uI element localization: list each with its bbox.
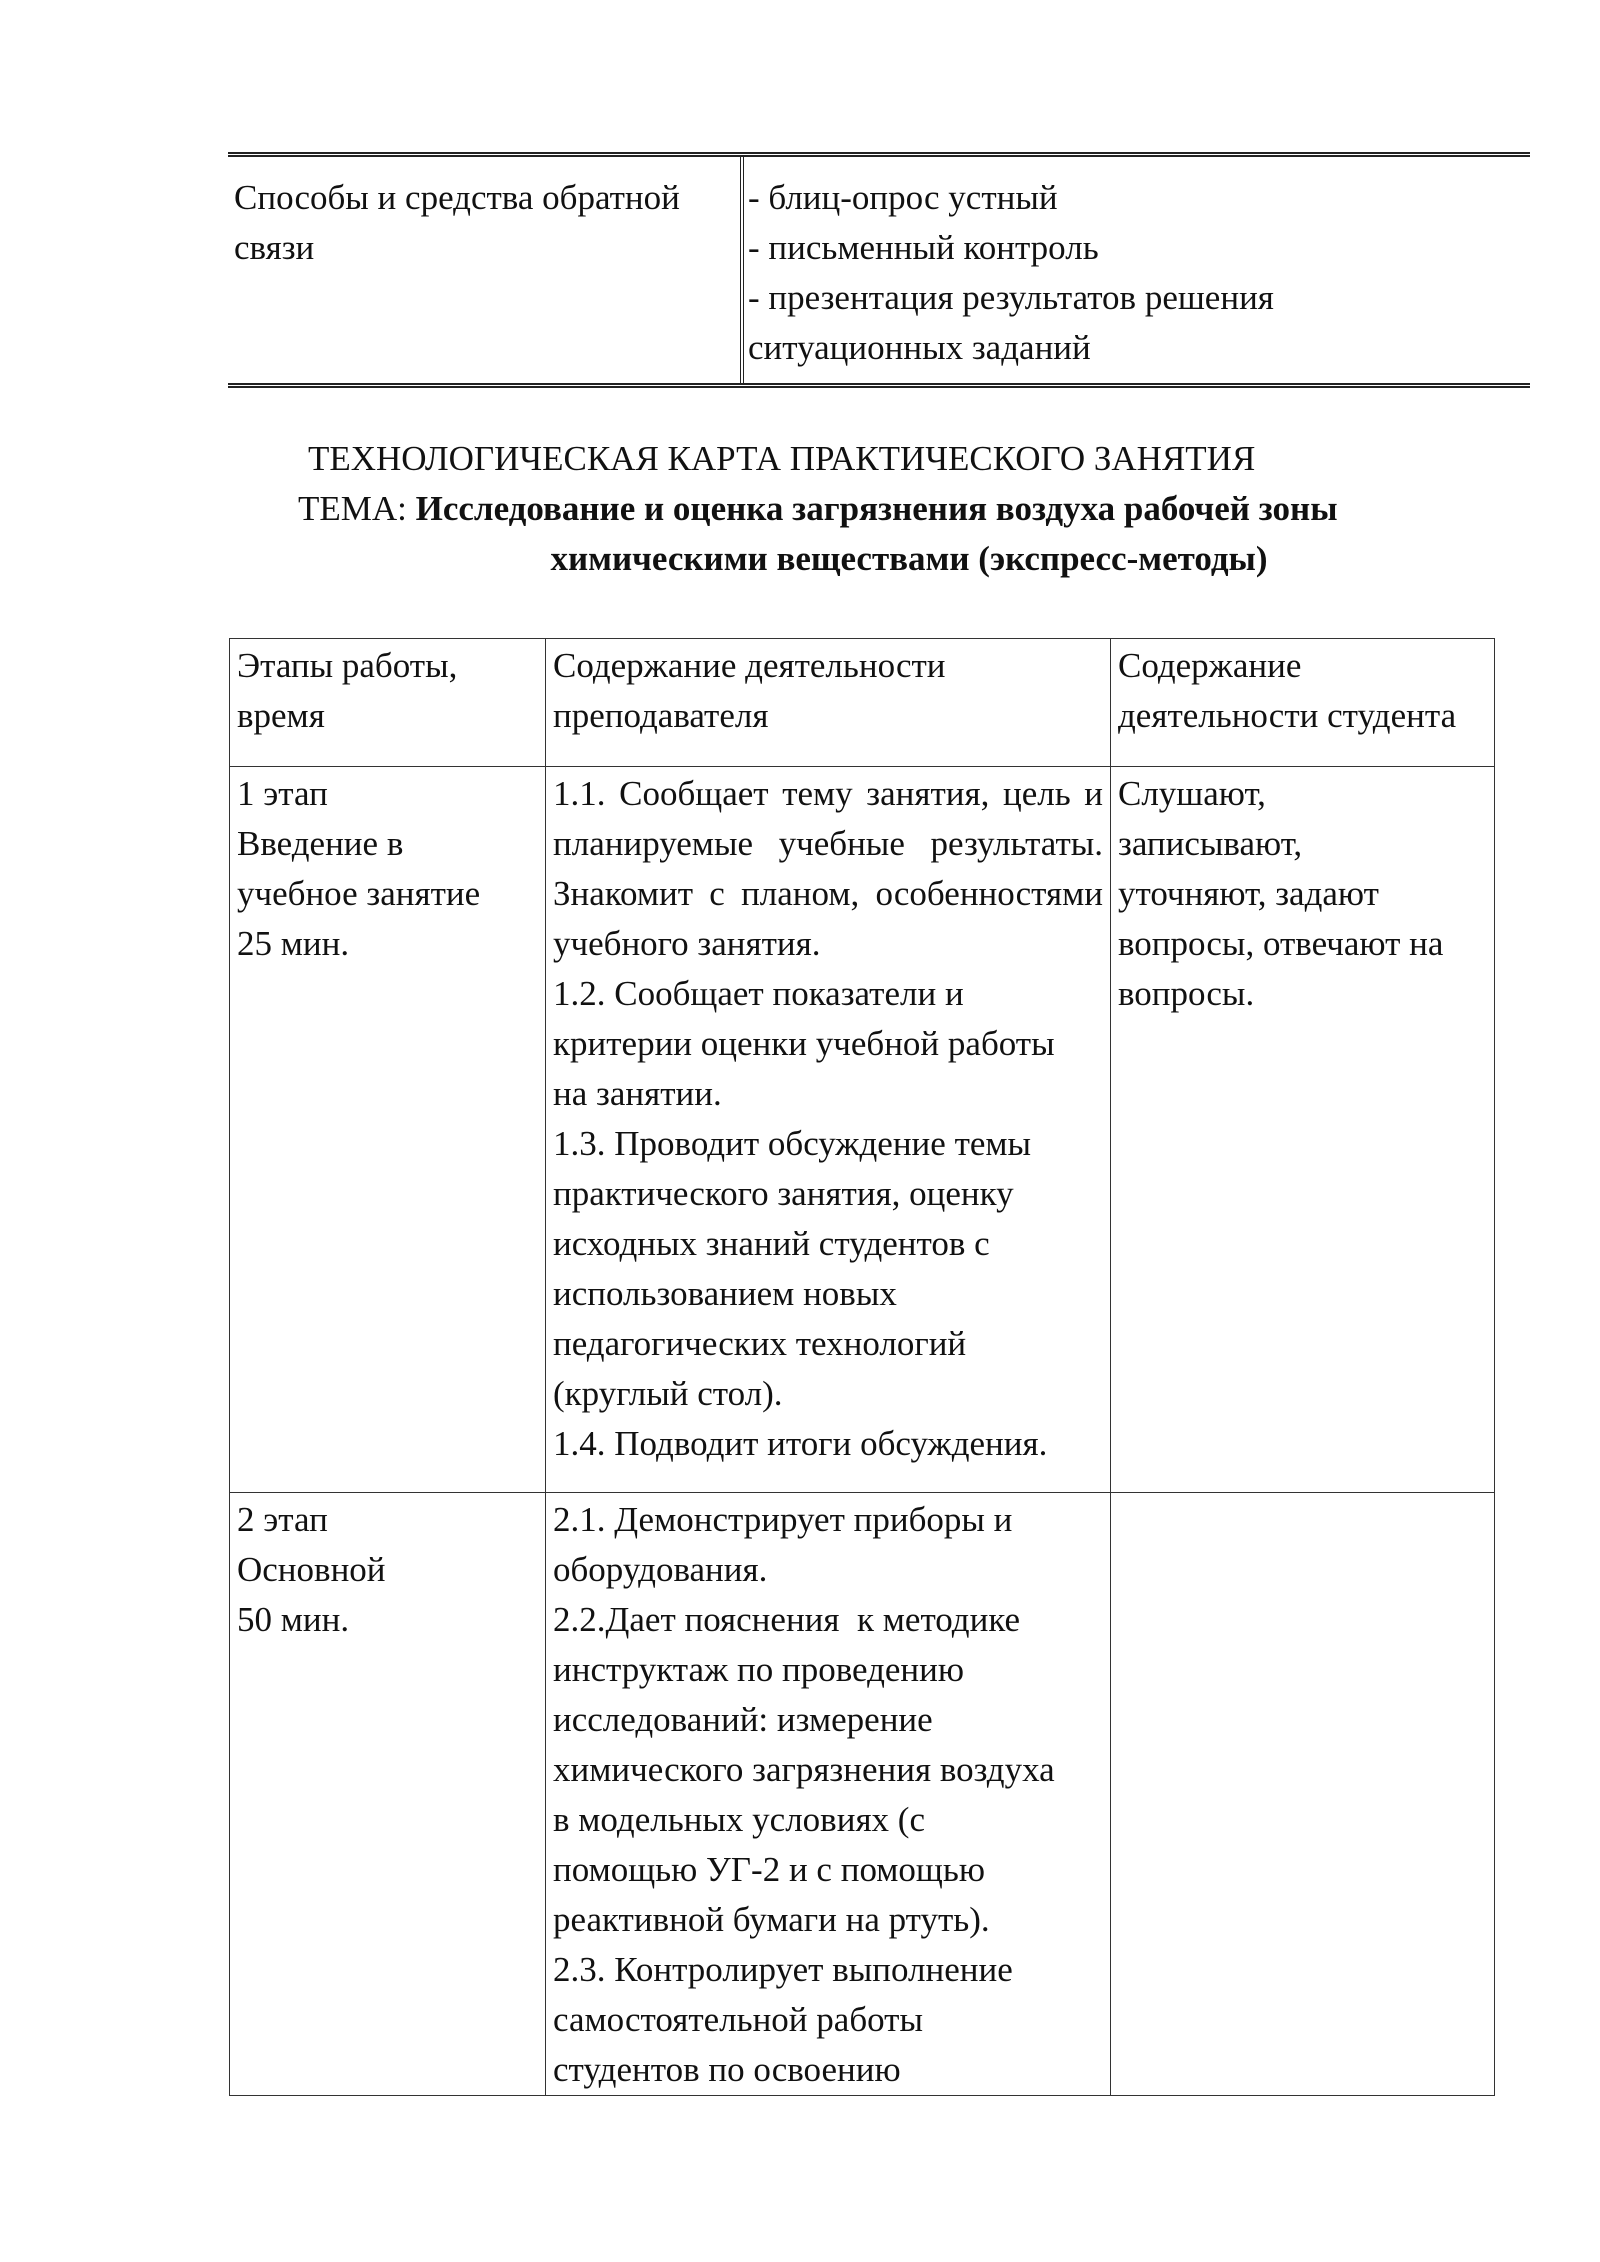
stage-text: 2 этап — [237, 1500, 328, 1539]
table-row — [230, 1493, 1495, 2096]
feedback-item: - блиц-опрос устный — [748, 178, 1058, 217]
stage-text: Введение в — [237, 824, 404, 863]
header-text: деятельности студента — [1118, 696, 1457, 735]
teacher-text: реактивной бумаги на ртуть). — [553, 1900, 990, 1939]
student-text: записывают, — [1118, 824, 1303, 863]
teacher-text: студентов по освоению — [553, 2050, 901, 2089]
teacher-activity-cell — [546, 767, 1111, 1493]
teacher-text: инструктаж по проведению — [553, 1650, 965, 1689]
stage-text: Основной — [237, 1550, 386, 1589]
header-text: время — [237, 696, 325, 735]
header-cell-student — [1111, 639, 1495, 767]
feedback-item: - презентация результатов решения — [748, 278, 1274, 317]
header-cell-stages — [230, 639, 546, 767]
stage-cell — [230, 1493, 546, 2096]
student-text: уточняют, задают — [1118, 874, 1379, 913]
document-heading — [228, 434, 1530, 584]
tema-text: Исследование и оценка загрязнения воздуха рабочей зоны — [415, 489, 1338, 528]
header-text: Этапы работы, — [237, 646, 458, 685]
teacher-text: критерии оценки учебной работы — [553, 1024, 1055, 1063]
teacher-text: педагогических технологий — [553, 1324, 967, 1363]
tema-label: ТЕМА: — [298, 489, 416, 528]
tema-line — [228, 484, 1530, 534]
stage-cell — [230, 767, 546, 1493]
teacher-text: химического загрязнения воздуха — [553, 1750, 1055, 1789]
table-row — [230, 767, 1495, 1493]
stage-text: учебное занятие — [237, 874, 481, 913]
student-text: вопросы, отвечают на — [1118, 924, 1444, 963]
feedback-label: Способы и средства обратной связи — [234, 178, 680, 267]
teacher-text: 1.1. Сообщает тему занятия, цель и планируемые учебные результаты. Знакомит с планом, особенностями учебного занятия. — [553, 774, 1103, 963]
table-header-row — [230, 639, 1495, 767]
teacher-text: в модельных условиях (с — [553, 1800, 925, 1839]
teacher-text: исследований: измерение — [553, 1700, 933, 1739]
student-activity-cell — [1111, 767, 1495, 1493]
feedback-item: ситуационных заданий — [748, 328, 1091, 367]
header-text: преподавателя — [553, 696, 769, 735]
column-divider — [740, 157, 744, 383]
teacher-text: практического занятия, оценку — [553, 1174, 1014, 1213]
teacher-text: использованием новых — [553, 1274, 897, 1313]
student-text: вопросы. — [1118, 974, 1255, 1013]
teacher-text: самостоятельной работы — [553, 2000, 923, 2039]
teacher-text: 2.1. Демонстрирует приборы и — [553, 1500, 1013, 1539]
teacher-text: 1.3. Проводит обсуждение темы — [553, 1124, 1032, 1163]
student-text: Слушают, — [1118, 774, 1266, 813]
teacher-text: оборудования. — [553, 1550, 768, 1589]
page-title: ТЕХНОЛОГИЧЕСКАЯ КАРТА ПРАКТИЧЕСКОГО ЗАНЯТИЯ — [308, 439, 1256, 478]
feedback-methods-table — [228, 152, 1530, 388]
teacher-text: исходных знаний студентов с — [553, 1224, 990, 1263]
feedback-item: - письменный контроль — [748, 228, 1099, 267]
feedback-items — [748, 173, 1518, 373]
teacher-text: 1.2. Сообщает показатели и — [553, 974, 964, 1013]
student-activity-cell — [1111, 1493, 1495, 2096]
tech-map-table — [229, 638, 1495, 2096]
header-cell-teacher — [546, 639, 1111, 767]
teacher-text: (круглый стол). — [553, 1374, 783, 1413]
tema-text-continued: химическими веществами (экспресс-методы) — [550, 539, 1268, 578]
teacher-text: на занятии. — [553, 1074, 722, 1113]
header-text: Содержание деятельности — [553, 646, 946, 685]
teacher-text: помощью УГ-2 и с помощью — [553, 1850, 985, 1889]
teacher-activity-cell — [546, 1493, 1111, 2096]
stage-text: 50 мин. — [237, 1600, 350, 1639]
teacher-text: 2.3. Контролирует выполнение — [553, 1950, 1013, 1989]
stage-text: 1 этап — [237, 774, 328, 813]
teacher-text: 1.4. Подводит итоги обсуждения. — [553, 1424, 1048, 1463]
stage-text: 25 мин. — [237, 924, 350, 963]
header-text: Содержание — [1118, 646, 1302, 685]
teacher-text: 2.2.Дает пояснения к методике — [553, 1600, 1020, 1639]
